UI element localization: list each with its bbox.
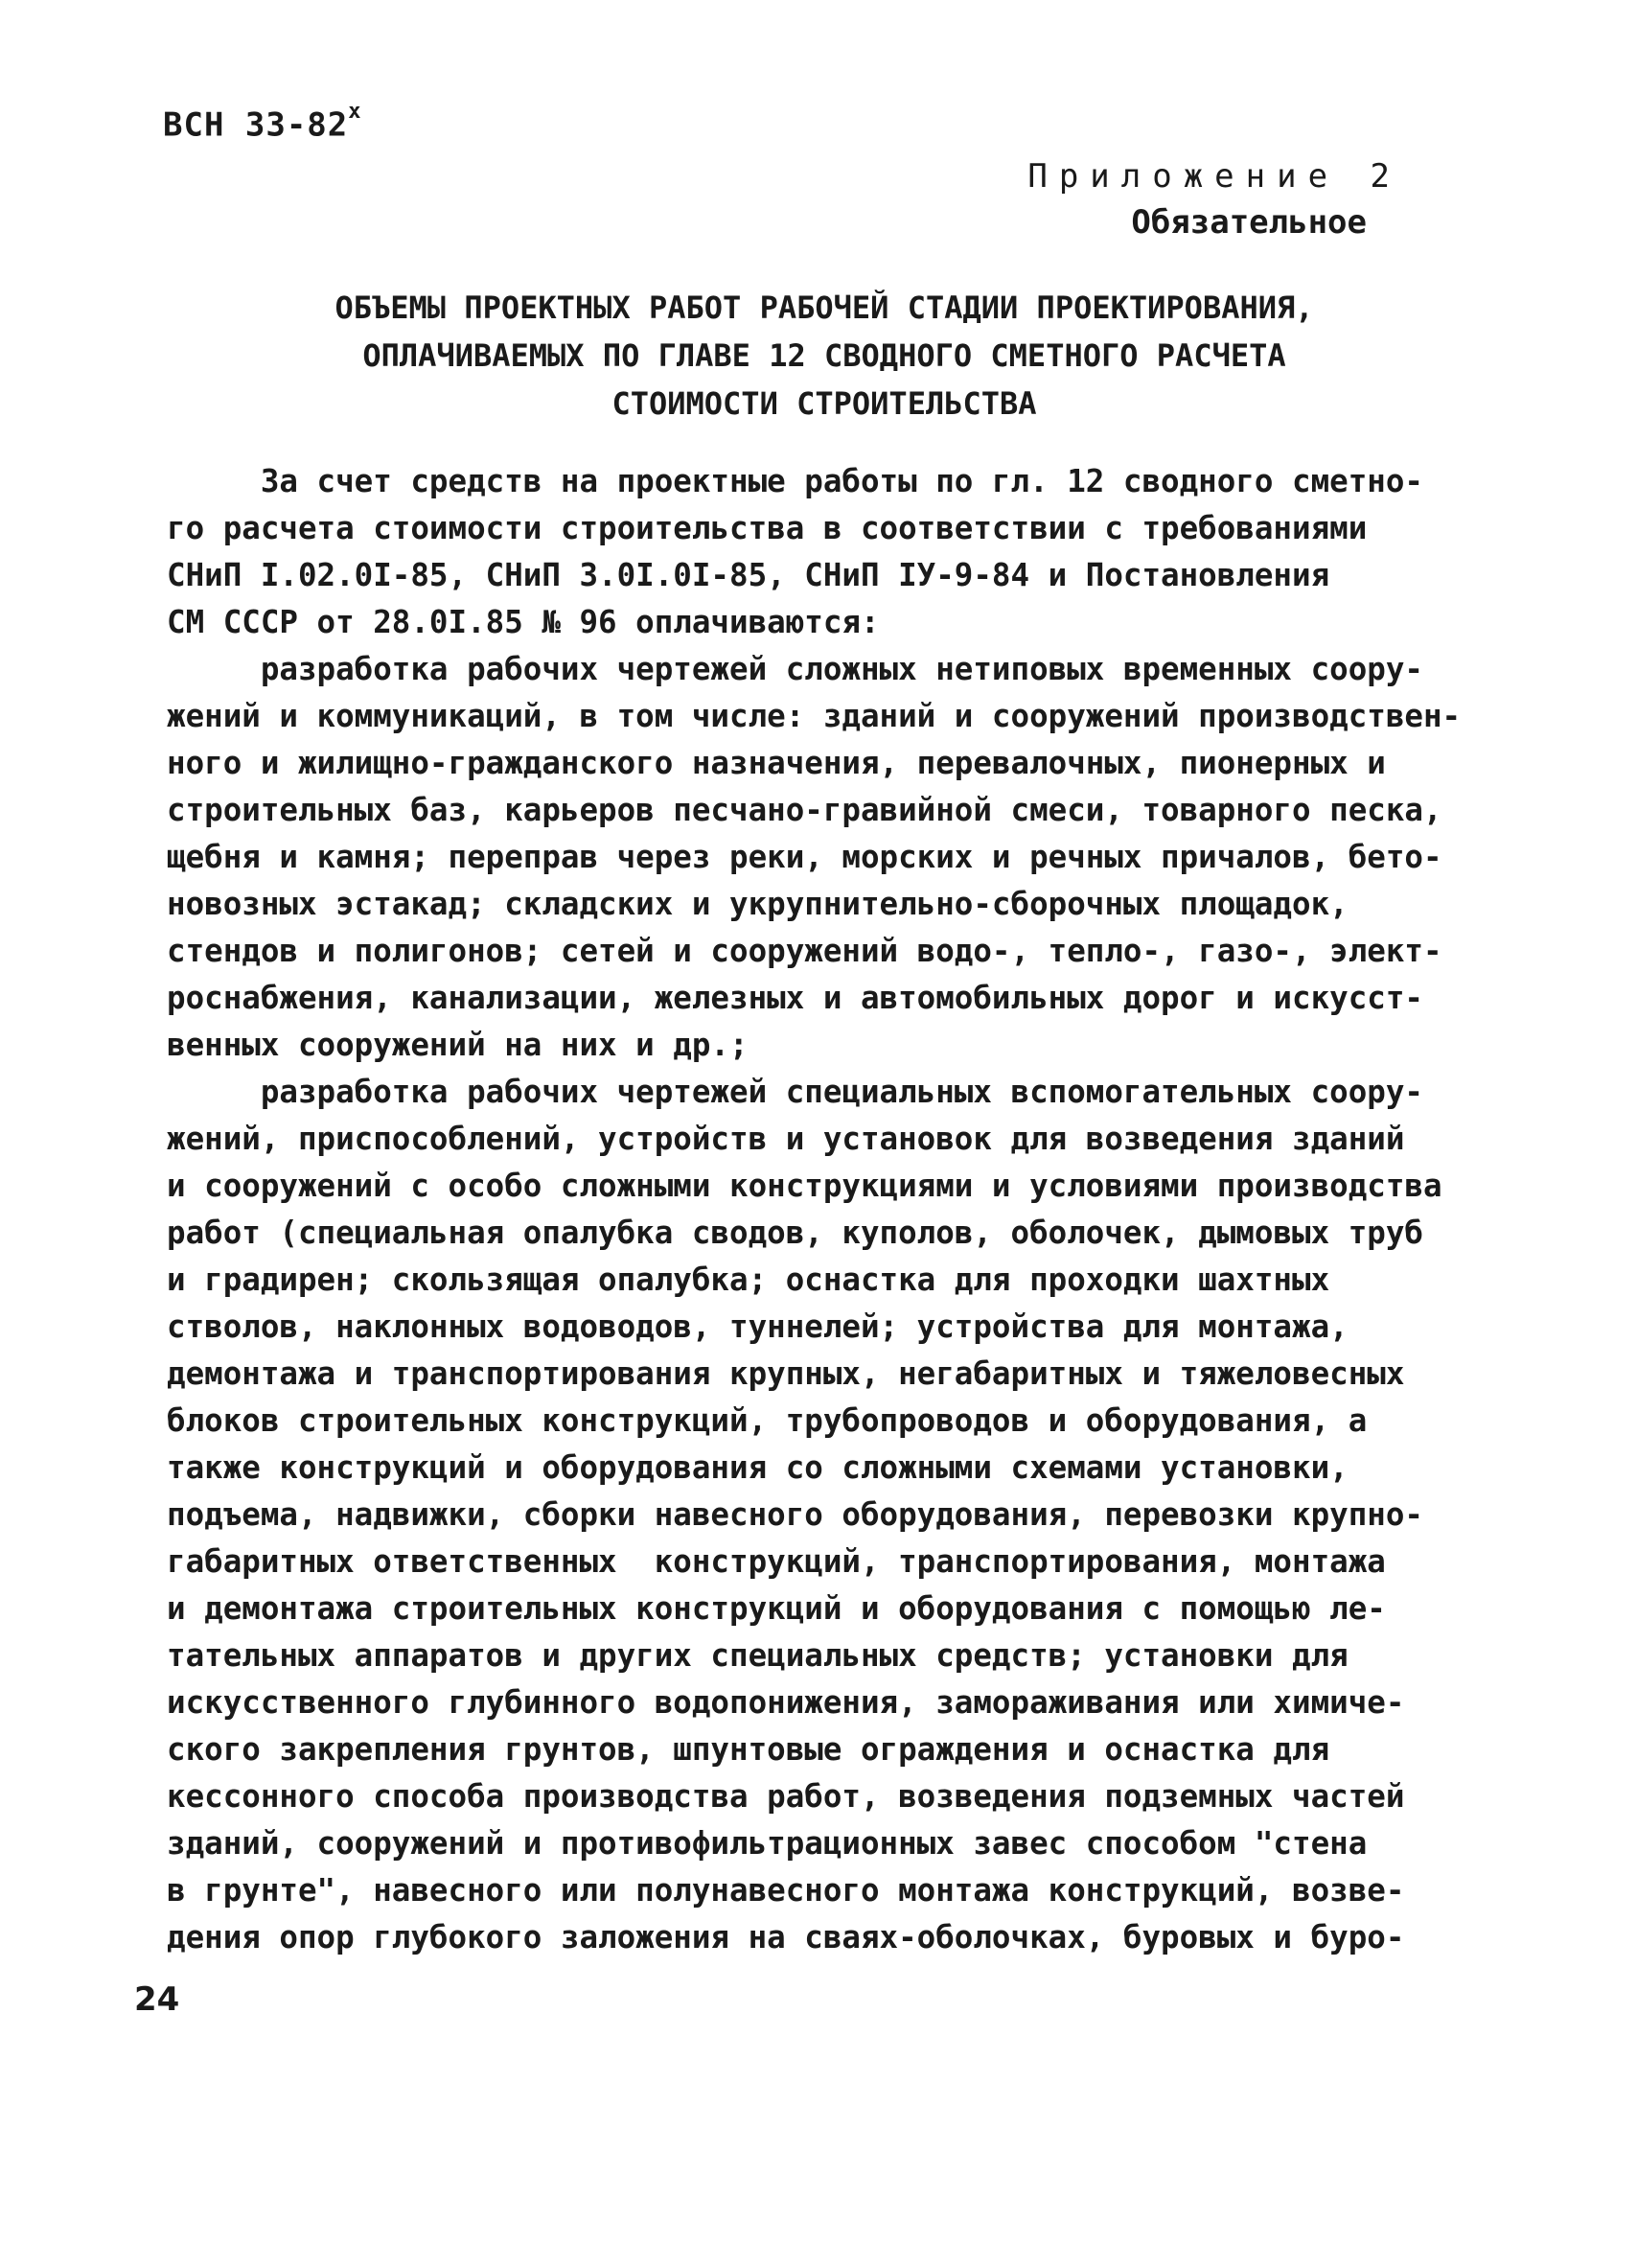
text-line: зданий, сооружений и противофильтрационных завес способом "стена: [167, 1825, 1368, 1862]
text-line: и сооружений с особо сложными конструкциями и условиями производства: [167, 1168, 1442, 1204]
text-line: ского закрепления грунтов, шпунтовые ограждения и оснастка для: [167, 1731, 1330, 1768]
text-line: венных сооружений на них и др.;: [167, 1027, 749, 1063]
text-line: За счет средств на проектные работы по гл. 12 сводного сметно-: [167, 463, 1423, 499]
text-line: подъема, надвижки, сборки навесного оборудования, перевозки крупно-: [167, 1496, 1423, 1533]
text-line: демонтажа и транспортирования крупных, негабаритных и тяжеловесных: [167, 1355, 1405, 1392]
text-line: щебня и камня; переправ через реки, морских и речных причалов, бето-: [167, 839, 1442, 875]
document-code-text: ВСН 33-82: [163, 105, 349, 145]
text-line: и градирен; скользящая опалубка; оснастка для проходки шахтных: [167, 1261, 1330, 1298]
text-line: роснабжения, канализации, железных и автомобильных дорог и искусст-: [167, 980, 1423, 1016]
text-line: разработка рабочих чертежей сложных нетиповых временных соору-: [167, 651, 1423, 687]
text-line: дения опор глубокого заложения на сваях-оболочках, буровых и буро-: [167, 1919, 1405, 1956]
text-line: жений, приспособлений, устройств и установок для возведения зданий: [167, 1121, 1405, 1157]
title-line: ОПЛАЧИВАЕМЫХ ПО ГЛАВЕ 12 СВОДНОГО СМЕТНОГО РАСЧЕТА: [362, 337, 1286, 374]
document-title: [163, 284, 1486, 428]
text-line: стволов, наклонных водоводов, туннелей; устройства для монтажа,: [167, 1308, 1349, 1345]
text-line: новозных эстакад; складских и укрупнительно-сборочных площадок,: [167, 886, 1349, 922]
text-line: кессонного способа производства работ, возведения подземных частей: [167, 1778, 1405, 1815]
text-line: СНиП I.02.0I-85, СНиП 3.0I.0I-85, СНиП IУ-9-84 и Постановления: [167, 557, 1330, 593]
text-line: габаритных ответственных конструкций, транспортирования, монтажа: [167, 1543, 1386, 1580]
text-line: тательных аппаратов и других специальных средств; установки для: [167, 1637, 1349, 1674]
title-line: ОБЪЕМЫ ПРОЕКТНЫХ РАБОТ РАБОЧЕЙ СТАДИИ ПРОЕКТИРОВАНИЯ,: [334, 289, 1314, 326]
text-line: работ (специальная опалубка сводов, куполов, оболочек, дымовых труб: [167, 1215, 1423, 1251]
text-line: искусственного глубинного водопонижения, замораживания или химиче-: [167, 1684, 1405, 1721]
body-text: [167, 458, 1505, 1961]
text-line: также конструкций и оборудования со сложными схемами установки,: [167, 1449, 1349, 1486]
text-line: разработка рабочих чертежей специальных вспомогательных соору-: [167, 1074, 1423, 1110]
text-line: строительных баз, карьеров песчано-гравийной смеси, товарного песка,: [167, 792, 1442, 828]
text-line: и демонтажа строительных конструкций и оборудования с помощью ле-: [167, 1590, 1386, 1627]
text-line: жений и коммуникаций, в том числе: зданий и сооружений производствен-: [167, 698, 1462, 734]
appendix-label: Приложение 2: [1027, 157, 1401, 196]
text-line: СМ СССР от 28.0I.85 № 96 оплачиваются:: [167, 604, 880, 640]
document-code: [163, 100, 362, 145]
text-line: в грунте", навесного или полунавесного монтажа конструкций, возве-: [167, 1872, 1405, 1909]
appendix-status: Обязательное: [1131, 203, 1367, 242]
text-line: ного и жилищно-гражданского назначения, перевалочных, пионерных и: [167, 745, 1386, 781]
text-line: го расчета стоимости строительства в соответствии с требованиями: [167, 510, 1368, 546]
appendix-heading: [1027, 153, 1401, 245]
document-code-mark: х: [348, 100, 362, 124]
text-line: блоков строительных конструкций, трубопроводов и оборудования, а: [167, 1402, 1368, 1439]
text-line: стендов и полигонов; сетей и сооружений водо-, тепло-, газо-, элект-: [167, 933, 1442, 969]
title-line: СТОИМОСТИ СТРОИТЕЛЬСТВА: [611, 385, 1037, 422]
page-number: 24: [134, 1980, 180, 2019]
